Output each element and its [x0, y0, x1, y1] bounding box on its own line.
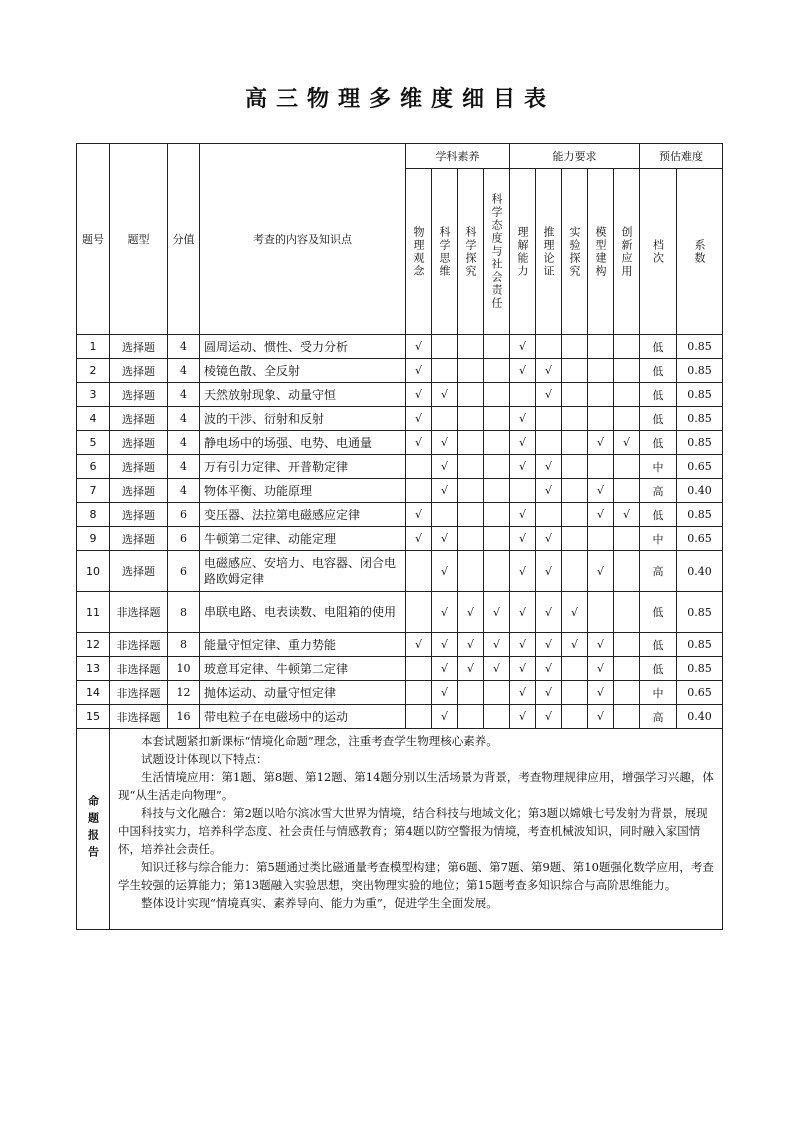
ability-check-cell: √	[510, 359, 536, 383]
question-content: 静电场中的场强、电势、电通量	[200, 431, 406, 455]
header-ability-understanding: 理解能力	[510, 169, 536, 335]
question-type: 选择题	[110, 503, 168, 527]
ability-check-cell	[614, 592, 640, 633]
literacy-check-cell	[432, 335, 458, 359]
ability-check-cell	[588, 383, 614, 407]
question-score: 4	[168, 383, 200, 407]
header-group-ability: 能力要求	[510, 144, 640, 169]
header-content: 考查的内容及知识点	[200, 144, 406, 335]
question-content: 牛顿第二定律、动能定理	[200, 527, 406, 551]
difficulty-level: 低	[640, 592, 677, 633]
ability-check-cell: √	[536, 455, 562, 479]
specification-table	[76, 143, 723, 930]
table-row	[77, 383, 723, 407]
ability-check-cell: √	[614, 431, 640, 455]
question-score: 6	[168, 527, 200, 551]
ability-check-cell	[562, 657, 588, 681]
literacy-check-cell: √	[484, 633, 510, 657]
question-type: 非选择题	[110, 592, 168, 633]
question-type: 选择题	[110, 479, 168, 503]
literacy-check-cell: √	[432, 657, 458, 681]
literacy-check-cell	[484, 705, 510, 729]
ability-check-cell: √	[536, 681, 562, 705]
literacy-check-cell	[406, 592, 432, 633]
literacy-check-cell: √	[406, 335, 432, 359]
question-content: 物体平衡、功能原理	[200, 479, 406, 503]
question-number: 13	[77, 657, 110, 681]
question-number: 15	[77, 705, 110, 729]
table-body	[77, 335, 723, 729]
literacy-check-cell	[406, 681, 432, 705]
ability-check-cell	[614, 479, 640, 503]
difficulty-level: 低	[640, 383, 677, 407]
question-number: 2	[77, 359, 110, 383]
ability-check-cell: √	[588, 633, 614, 657]
report-paragraph: 试题设计体现以下特点：	[141, 752, 268, 766]
table-row	[77, 503, 723, 527]
ability-check-cell: √	[588, 503, 614, 527]
ability-check-cell	[562, 527, 588, 551]
ability-check-cell: √	[588, 681, 614, 705]
question-number: 12	[77, 633, 110, 657]
ability-check-cell	[614, 335, 640, 359]
report-content	[110, 729, 723, 930]
literacy-check-cell: √	[406, 527, 432, 551]
header-ability-reasoning: 推理论证	[536, 169, 562, 335]
literacy-check-cell	[458, 681, 484, 705]
literacy-check-cell: √	[432, 383, 458, 407]
difficulty-level: 低	[640, 359, 677, 383]
header-group-literacy: 学科素养	[406, 144, 510, 169]
ability-check-cell: √	[510, 455, 536, 479]
question-number: 6	[77, 455, 110, 479]
table-row	[77, 592, 723, 633]
report-paragraph: 知识迁移与综合能力：第5题通过类比磁通量考查模型构建；第6题、第7题、第9题、第10题强化数学应用，考查学生较强的运算能力；第13题融入实验思想，突出物理实验的地位；第15题考查多知识综合与高阶思维能力。	[118, 860, 714, 892]
literacy-check-cell	[406, 705, 432, 729]
difficulty-coef: 0.85	[677, 335, 723, 359]
ability-check-cell	[588, 592, 614, 633]
difficulty-coef: 0.65	[677, 527, 723, 551]
ability-check-cell: √	[510, 657, 536, 681]
ability-check-cell: √	[510, 551, 536, 592]
ability-check-cell: √	[536, 633, 562, 657]
ability-check-cell: √	[588, 479, 614, 503]
ability-check-cell	[588, 527, 614, 551]
ability-check-cell: √	[510, 503, 536, 527]
header-no: 题号	[77, 144, 110, 335]
literacy-check-cell: √	[406, 431, 432, 455]
question-score: 4	[168, 407, 200, 431]
ability-check-cell	[536, 503, 562, 527]
question-number: 1	[77, 335, 110, 359]
ability-check-cell	[562, 705, 588, 729]
ability-check-cell: √	[536, 359, 562, 383]
question-number: 5	[77, 431, 110, 455]
question-content: 天然放射现象、动量守恒	[200, 383, 406, 407]
literacy-check-cell: √	[458, 657, 484, 681]
ability-check-cell	[562, 479, 588, 503]
ability-check-cell	[536, 335, 562, 359]
literacy-check-cell	[484, 431, 510, 455]
difficulty-level: 低	[640, 431, 677, 455]
difficulty-level: 高	[640, 705, 677, 729]
ability-check-cell	[614, 633, 640, 657]
question-score: 4	[168, 479, 200, 503]
report-paragraph: 科技与文化融合：第2题以哈尔滨冰雪大世界为情境，结合科技与地域文化；第3题以嫦娥七号发射为背景，展现中国科技实力，培养科学态度、社会责任与情感教育；第4题以防空警报为情境，考查机械波知识，同时融入家国情怀，培养社会责任。	[118, 806, 708, 856]
ability-check-cell: √	[588, 431, 614, 455]
literacy-check-cell	[458, 705, 484, 729]
ability-check-cell	[588, 455, 614, 479]
question-number: 10	[77, 551, 110, 592]
literacy-check-cell	[484, 407, 510, 431]
ability-check-cell	[536, 431, 562, 455]
ability-check-cell	[562, 455, 588, 479]
question-score: 6	[168, 551, 200, 592]
ability-check-cell	[588, 359, 614, 383]
literacy-check-cell: √	[406, 633, 432, 657]
difficulty-coef: 0.85	[677, 503, 723, 527]
difficulty-coef: 0.65	[677, 455, 723, 479]
ability-check-cell	[562, 681, 588, 705]
ability-check-cell	[588, 407, 614, 431]
ability-check-cell: √	[510, 681, 536, 705]
literacy-check-cell	[484, 479, 510, 503]
question-number: 9	[77, 527, 110, 551]
literacy-check-cell	[484, 551, 510, 592]
literacy-check-cell	[484, 455, 510, 479]
literacy-check-cell	[432, 407, 458, 431]
header-literacy-thinking: 科学思维	[432, 169, 458, 335]
literacy-check-cell	[484, 681, 510, 705]
ability-check-cell: √	[510, 592, 536, 633]
ability-check-cell: √	[536, 592, 562, 633]
literacy-check-cell: √	[432, 592, 458, 633]
header-literacy-concept: 物理观念	[406, 169, 432, 335]
question-type: 非选择题	[110, 633, 168, 657]
header-ability-modeling: 模型建构	[588, 169, 614, 335]
ability-check-cell	[614, 455, 640, 479]
ability-check-cell	[614, 359, 640, 383]
ability-check-cell: √	[536, 551, 562, 592]
header-literacy-attitude: 科学态度与社会责任	[484, 169, 510, 335]
literacy-check-cell: √	[484, 657, 510, 681]
literacy-check-cell	[406, 479, 432, 503]
literacy-check-cell	[484, 359, 510, 383]
table-row	[77, 479, 723, 503]
table-row	[77, 633, 723, 657]
ability-check-cell	[510, 383, 536, 407]
ability-check-cell: √	[510, 705, 536, 729]
ability-check-cell	[614, 551, 640, 592]
literacy-check-cell	[406, 551, 432, 592]
ability-check-cell	[562, 383, 588, 407]
header-type: 题型	[110, 144, 168, 335]
question-score: 12	[168, 681, 200, 705]
literacy-check-cell	[458, 431, 484, 455]
table-row	[77, 407, 723, 431]
literacy-check-cell	[484, 527, 510, 551]
ability-check-cell	[562, 551, 588, 592]
header-coef: 系数	[677, 169, 723, 335]
question-type: 选择题	[110, 551, 168, 592]
ability-check-cell	[588, 335, 614, 359]
literacy-check-cell: √	[406, 359, 432, 383]
difficulty-coef: 0.40	[677, 551, 723, 592]
ability-check-cell	[536, 407, 562, 431]
literacy-check-cell	[458, 407, 484, 431]
difficulty-level: 中	[640, 455, 677, 479]
question-score: 8	[168, 633, 200, 657]
difficulty-coef: 0.40	[677, 705, 723, 729]
table-row	[77, 335, 723, 359]
ability-check-cell	[562, 431, 588, 455]
ability-check-cell	[562, 359, 588, 383]
question-score: 16	[168, 705, 200, 729]
ability-check-cell	[510, 479, 536, 503]
ability-check-cell: √	[510, 633, 536, 657]
ability-check-cell	[614, 681, 640, 705]
question-content: 棱镜色散、全反射	[200, 359, 406, 383]
report-paragraph: 生活情境应用：第1题、第8题、第12题、第14题分别以生活场景为背景，考查物理规律应用，增强学习兴趣，体现“从生活走向物理”。	[118, 770, 714, 802]
question-number: 8	[77, 503, 110, 527]
difficulty-level: 低	[640, 657, 677, 681]
question-number: 14	[77, 681, 110, 705]
ability-check-cell	[562, 407, 588, 431]
literacy-check-cell: √	[432, 705, 458, 729]
question-score: 4	[168, 359, 200, 383]
literacy-check-cell: √	[406, 383, 432, 407]
literacy-check-cell: √	[432, 681, 458, 705]
difficulty-coef: 0.85	[677, 383, 723, 407]
literacy-check-cell	[458, 335, 484, 359]
literacy-check-cell	[484, 383, 510, 407]
literacy-check-cell: √	[458, 633, 484, 657]
question-content: 万有引力定律、开普勒定律	[200, 455, 406, 479]
header-score: 分值	[168, 144, 200, 335]
question-type: 选择题	[110, 455, 168, 479]
header-literacy-inquiry: 科学探究	[458, 169, 484, 335]
ability-check-cell: √	[536, 657, 562, 681]
literacy-check-cell	[406, 657, 432, 681]
difficulty-coef: 0.85	[677, 431, 723, 455]
difficulty-level: 低	[640, 503, 677, 527]
ability-check-cell	[614, 383, 640, 407]
table-row	[77, 431, 723, 455]
ability-check-cell: √	[588, 551, 614, 592]
question-content: 抛体运动、动量守恒定律	[200, 681, 406, 705]
difficulty-level: 高	[640, 479, 677, 503]
literacy-check-cell	[458, 455, 484, 479]
ability-check-cell: √	[536, 527, 562, 551]
question-score: 10	[168, 657, 200, 681]
question-content: 能量守恒定律、重力势能	[200, 633, 406, 657]
header-ability-experiment: 实验探究	[562, 169, 588, 335]
table-row	[77, 359, 723, 383]
header-level: 档次	[640, 169, 677, 335]
literacy-check-cell: √	[432, 527, 458, 551]
table-row	[77, 657, 723, 681]
table-row	[77, 681, 723, 705]
question-type: 选择题	[110, 359, 168, 383]
question-type: 选择题	[110, 407, 168, 431]
question-type: 非选择题	[110, 681, 168, 705]
difficulty-coef: 0.85	[677, 592, 723, 633]
difficulty-level: 中	[640, 681, 677, 705]
difficulty-level: 高	[640, 551, 677, 592]
ability-check-cell	[614, 407, 640, 431]
ability-check-cell: √	[510, 407, 536, 431]
literacy-check-cell: √	[432, 479, 458, 503]
question-content: 波的干涉、衍射和反射	[200, 407, 406, 431]
question-score: 6	[168, 503, 200, 527]
ability-check-cell	[614, 527, 640, 551]
literacy-check-cell	[458, 359, 484, 383]
question-number: 11	[77, 592, 110, 633]
question-content: 变压器、法拉第电磁感应定律	[200, 503, 406, 527]
ability-check-cell: √	[562, 633, 588, 657]
question-number: 3	[77, 383, 110, 407]
question-type: 选择题	[110, 335, 168, 359]
literacy-check-cell	[432, 359, 458, 383]
literacy-check-cell	[484, 503, 510, 527]
ability-check-cell	[614, 657, 640, 681]
question-type: 非选择题	[110, 705, 168, 729]
question-type: 选择题	[110, 431, 168, 455]
question-content: 串联电路、电表读数、电阻箱的使用	[200, 592, 406, 633]
literacy-check-cell: √	[406, 503, 432, 527]
difficulty-coef: 0.85	[677, 359, 723, 383]
ability-check-cell: √	[510, 335, 536, 359]
ability-check-cell: √	[510, 527, 536, 551]
ability-check-cell: √	[588, 657, 614, 681]
literacy-check-cell: √	[406, 407, 432, 431]
page-title: 高三物理多维度细目表	[244, 87, 555, 112]
ability-check-cell: √	[588, 705, 614, 729]
question-number: 7	[77, 479, 110, 503]
header-ability-innovation: 创新应用	[614, 169, 640, 335]
report-paragraph: 本套试题紧扣新课标“情境化命题”理念，注重考查学生物理核心素养。	[141, 734, 498, 748]
question-content: 电磁感应、安培力、电容器、闭合电路欧姆定律	[200, 551, 406, 592]
report-paragraph: 整体设计实现“情境真实、素养导向、能力为重”，促进学生全面发展。	[141, 896, 498, 910]
literacy-check-cell	[458, 479, 484, 503]
question-type: 选择题	[110, 527, 168, 551]
table-row	[77, 527, 723, 551]
literacy-check-cell	[458, 527, 484, 551]
difficulty-level: 中	[640, 527, 677, 551]
question-number: 4	[77, 407, 110, 431]
ability-check-cell: √	[562, 592, 588, 633]
difficulty-coef: 0.85	[677, 657, 723, 681]
table-row	[77, 455, 723, 479]
literacy-check-cell	[406, 455, 432, 479]
question-score: 4	[168, 455, 200, 479]
ability-check-cell	[614, 705, 640, 729]
difficulty-coef: 0.85	[677, 407, 723, 431]
literacy-check-cell	[458, 503, 484, 527]
ability-check-cell: √	[510, 431, 536, 455]
literacy-check-cell: √	[458, 592, 484, 633]
literacy-check-cell: √	[432, 431, 458, 455]
ability-check-cell: √	[614, 503, 640, 527]
question-content: 带电粒子在电磁场中的运动	[200, 705, 406, 729]
ability-check-cell: √	[536, 705, 562, 729]
question-content: 玻意耳定律、牛顿第二定律	[200, 657, 406, 681]
difficulty-level: 低	[640, 407, 677, 431]
literacy-check-cell: √	[432, 455, 458, 479]
ability-check-cell	[562, 503, 588, 527]
question-content: 圆周运动、惯性、受力分析	[200, 335, 406, 359]
table-row	[77, 705, 723, 729]
literacy-check-cell	[484, 335, 510, 359]
ability-check-cell: √	[536, 479, 562, 503]
question-score: 8	[168, 592, 200, 633]
question-score: 4	[168, 431, 200, 455]
ability-check-cell: √	[536, 383, 562, 407]
literacy-check-cell	[432, 503, 458, 527]
literacy-check-cell: √	[432, 551, 458, 592]
table-row	[77, 551, 723, 592]
literacy-check-cell: √	[432, 633, 458, 657]
literacy-check-cell	[458, 551, 484, 592]
question-score: 4	[168, 335, 200, 359]
question-type: 非选择题	[110, 657, 168, 681]
header-group-difficulty: 预估难度	[640, 144, 723, 169]
difficulty-coef: 0.85	[677, 633, 723, 657]
difficulty-coef: 0.65	[677, 681, 723, 705]
literacy-check-cell: √	[484, 592, 510, 633]
ability-check-cell	[562, 335, 588, 359]
difficulty-level: 低	[640, 633, 677, 657]
literacy-check-cell	[458, 383, 484, 407]
report-label-cell: 命题报告	[77, 729, 110, 930]
question-type: 选择题	[110, 383, 168, 407]
difficulty-coef: 0.40	[677, 479, 723, 503]
difficulty-level: 低	[640, 335, 677, 359]
